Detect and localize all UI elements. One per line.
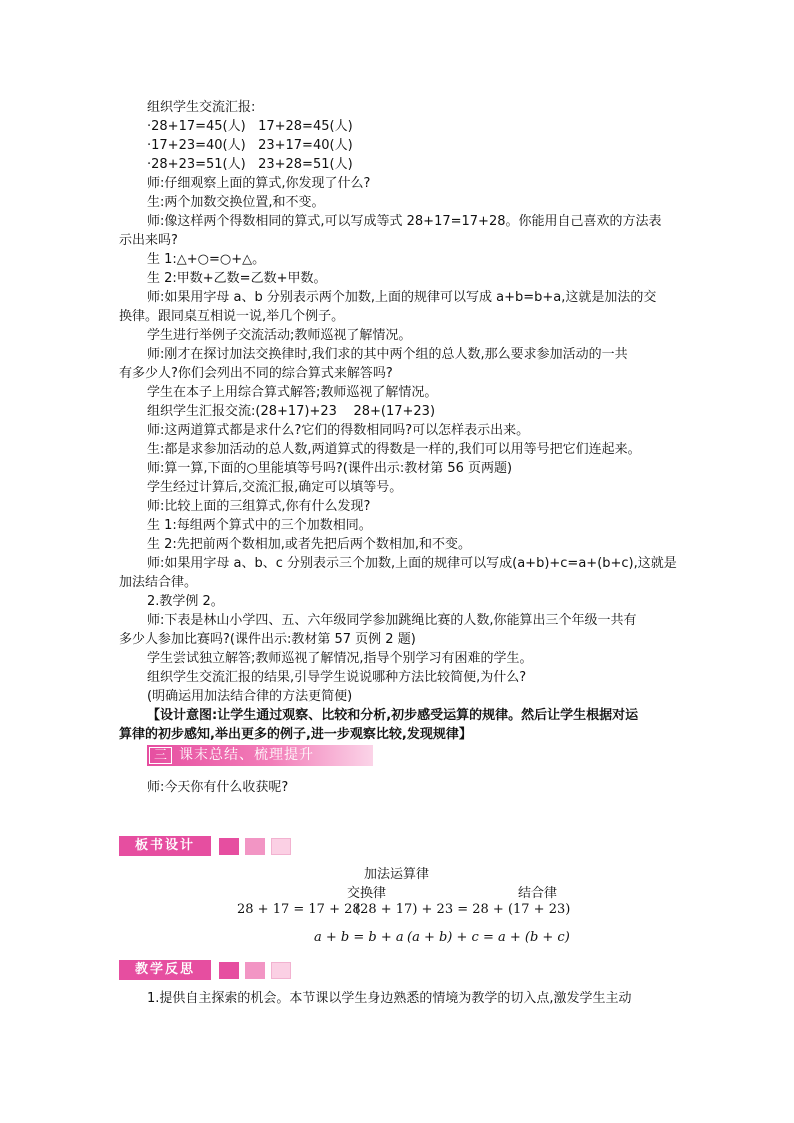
text-line: 多少人参加比赛吗?(课件出示:教材第 57 页例 2 题) [119,632,416,647]
design-intent-line: 算律的初步感知,举出更多的例子,进一步观察比较,发现规律】 [119,727,472,742]
text-line: 1.提供自主探索的机会。本节课以学生身边熟悉的情境为教学的切入点,激发学生主动 [147,991,632,1006]
text-line: 学生进行举例子交流活动;教师巡视了解情况。 [147,328,412,343]
text-line: 生 1:△+○=○+△。 [147,252,266,267]
text-line: (明确运用加法结合律的方法更简便) [147,689,353,704]
text-line: 组织学生交流汇报的结果,引导学生说说哪种方法比较简便,为什么? [147,670,527,685]
text-line: 加法结合律。 [119,575,198,590]
text-line: 师:下表是林山小学四、五、六年级同学参加跳绳比赛的人数,你能算出三个年级一共有 [147,613,637,628]
tag-decor-square [219,838,239,855]
tag-decor-square [245,962,265,979]
commutative-label: 交换律 [347,886,387,901]
tag-label: 板书设计 [119,836,211,856]
text-line: 师:刚才在探讨加法交换律时,我们求的其中两个组的总人数,那么要求参加活动的一共 [147,347,628,362]
text-line: 生 2:先把前两个数相加,或者先把后两个数相加,和不变。 [147,537,472,552]
commutative-formula: a + b = b + a [314,930,404,945]
text-line: 生:两个加数交换位置,和不变。 [147,195,325,210]
text-line: 组织学生交流汇报: [147,100,256,115]
text-line: 师:这两道算式都是求什么?它们的得数相同吗?可以怎样表示出来。 [147,423,530,438]
equation-line: ·28+17=45(人) 17+28=45(人) [147,119,353,134]
text-line: 师:算一算,下面的○里能填等号吗?(课件出示:教材第 56 页两题) [147,461,513,476]
text-line: 师:像这样两个得数相同的算式,可以写成等式 28+17=17+28。你能用自己喜欢的方法表 [147,214,662,229]
text-line: 2.教学例 2。 [147,594,224,609]
tag-label: 教学反思 [119,960,211,980]
associative-equation: (28 + 17) + 23 = 28 + (17 + 23) [355,902,571,917]
commutative-equation: 28 + 17 = 17 + 28 [237,902,361,917]
text-line: 师:如果用字母 a、b 分别表示两个加数,上面的规律可以写成 a+b=b+a,这就是加法的交 [147,290,657,305]
tag-decor-square [271,962,291,979]
text-line: 师:今天你有什么收获呢? [147,780,289,795]
equation-line: ·28+23=51(人) 23+28=51(人) [147,157,353,172]
text-line: 学生在本子上用综合算式解答;教师巡视了解情况。 [147,385,438,400]
associative-label: 结合律 [518,886,558,901]
text-line: 师:比较上面的三组算式,你有什么发现? [147,499,371,514]
design-intent-line: 【设计意图:让学生通过观察、比较和分析,初步感受运算的规律。然后让学生根据对运 [147,708,639,723]
text-line: 有多少人?你们会列出不同的综合算式来解答吗? [119,366,393,381]
tag-decor-square [271,838,291,855]
tag-decor-square [245,838,265,855]
board-title: 加法运算律 [364,867,430,882]
text-line: 学生经过计算后,交流汇报,确定可以填等号。 [147,480,403,495]
text-line: 换律。跟同桌互相说一说,举几个例子。 [119,309,345,324]
text-line: 组织学生汇报交流:(28+17)+23 28+(17+23) [147,404,436,419]
associative-formula: (a + b) + c = a + (b + c) [407,930,570,945]
text-line: 师:如果用字母 a、b、c 分别表示三个加数,上面的规律可以写成(a+b)+c=a+(b+c),这就是 [147,556,677,571]
text-line: 生:都是求参加活动的总人数,两道算式的得数是一样的,我们可以用等号把它们连起来。 [147,442,641,457]
equation-line: ·17+23=40(人) 23+17=40(人) [147,138,353,153]
text-line: 生 2:甲数+乙数=乙数+甲数。 [147,271,327,286]
section-number: 三 [149,747,172,764]
section-heading-bar [147,745,373,766]
text-line: 示出来吗? [119,233,178,248]
section-title: 课末总结、梳理提升 [179,747,314,763]
text-line: 生 1:每组两个算式中的三个加数相同。 [147,518,372,533]
text-line: 师:仔细观察上面的算式,你发现了什么? [147,176,371,191]
text-line: 学生尝试独立解答;教师巡视了解情况,指导个别学习有困难的学生。 [147,651,533,666]
tag-decor-square [219,962,239,979]
